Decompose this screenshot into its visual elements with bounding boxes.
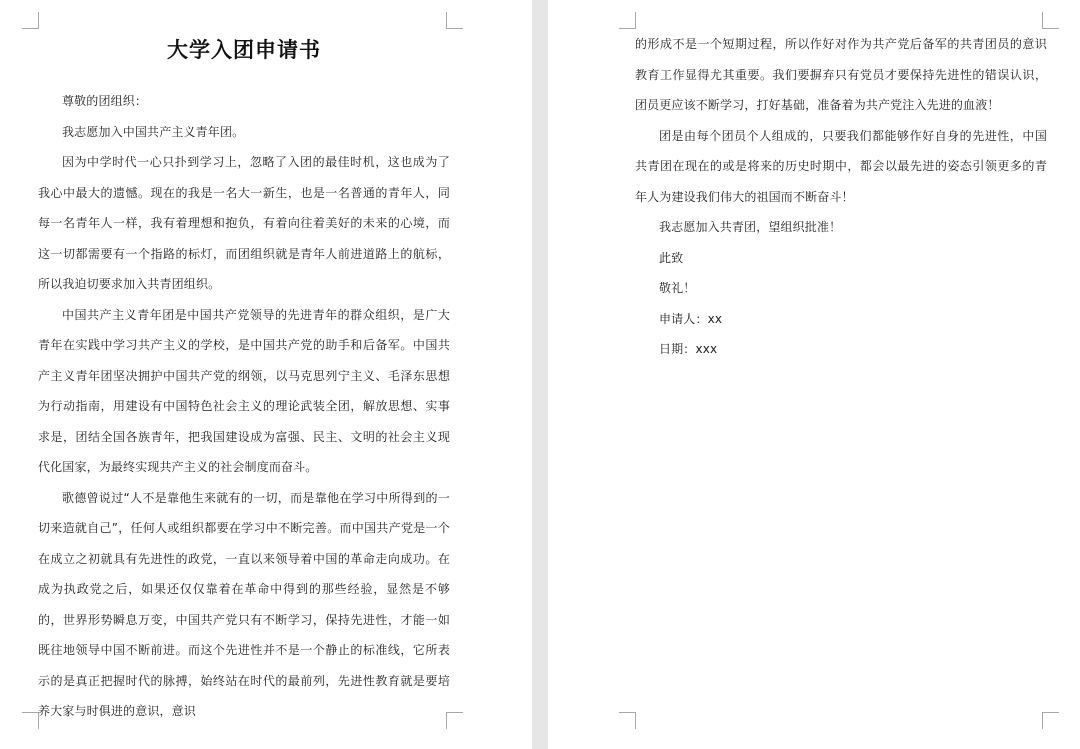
document-page-left — [0, 0, 532, 749]
closing-ci-zhi: 此致 — [659, 250, 684, 265]
crop-mark-bottom-right — [1042, 712, 1059, 729]
right-page-body — [635, 29, 1047, 365]
paragraph: 歌德曾说过“人不是靠他生来就有的一切，而是靠他在学习中所得到的一切来造就自己”，任何人或组织都要在学习中不断完善。而中国共产党是一个在成立之初就具有先进性的政党，一直以来领导着中国的革命走向成功。在成为执政党之后，如果还仅仅靠着在革命中得到的那些经验，显然是不够的，世界形势瞬息万变，中国共产党只有不断学习，保持先进性，才能一如既往地领导中国不断前进。而这个先进性并不是一个静止的标准线，它所表示的是真正把握时代的脉搏，始终站在时代的最前列，先进性教育就是要培养大家与时俱进的意识，意识 — [38, 490, 450, 718]
crop-mark-top-right — [1042, 12, 1059, 29]
applicant-line: 申请人：xx — [659, 311, 723, 326]
crop-mark-bottom-left — [22, 712, 39, 729]
document-title: 大学入团申请书 — [167, 37, 321, 62]
closing-jing-li: 敬礼！ — [659, 281, 696, 295]
crop-mark-bottom-left — [619, 712, 636, 729]
salutation: 尊敬的团组织： — [62, 94, 148, 108]
crop-mark-top-left — [619, 12, 636, 29]
paragraph: 中国共产主义青年团是中国共产党领导的先进青年的群众组织，是广大青年在实践中学习共产主义的学校，是中国共产党的助手和后备军。中国共产主义青年团坚决拥护中国共产党的纲领，以马克思列宁主义、毛泽东思想为行动指南，用建设有中国特色社会主义的理论武装全团，解放思想、实事求是，团结全国各族青年，把我国建设成为富强、民主、文明的社会主义现代化国家，为最终实现共产主义的社会制度而奋斗。 — [38, 307, 450, 474]
paragraph: 因为中学时代一心只扑到学习上，忽略了入团的最佳时机，这也成为了我心中最大的遗憾。现在的我是一名大一新生，也是一名普通的青年人，同每一名青年人一样，我有着理想和抱负，有着向往着美好的未来的心境，而这一切都需要有一个指路的标灯，而团组织就是青年人前进道路上的航标，所以我迫切要求加入共青团组织。 — [38, 155, 450, 291]
crop-mark-top-right — [446, 12, 463, 29]
left-page-body — [38, 86, 450, 727]
paragraph-continued: 的形成不是一个短期过程，所以作好对作为共产党后备军的共青团员的意识教育工作显得尤其重要。我们要摒弃只有党员才要保持先进性的错误认识，团员更应该不断学习，打好基础，准备着为共产党注入先进的血液！ — [635, 37, 1047, 112]
paragraph: 团是由每个团员个人组成的，只要我们都能够作好自身的先进性，中国共青团在现在的或是将来的历史时期中，都会以最先进的姿态引领更多的青年人为建设我们伟大的祖国而不断奋斗！ — [635, 128, 1047, 204]
document-page-right — [548, 0, 1080, 749]
paragraph: 我志愿加入中国共产主义青年团。 — [62, 124, 245, 139]
date-line: 日期：xxx — [659, 342, 718, 356]
closing-request: 我志愿加入共青团，望组织批准！ — [659, 220, 842, 234]
crop-mark-top-left — [22, 12, 39, 29]
